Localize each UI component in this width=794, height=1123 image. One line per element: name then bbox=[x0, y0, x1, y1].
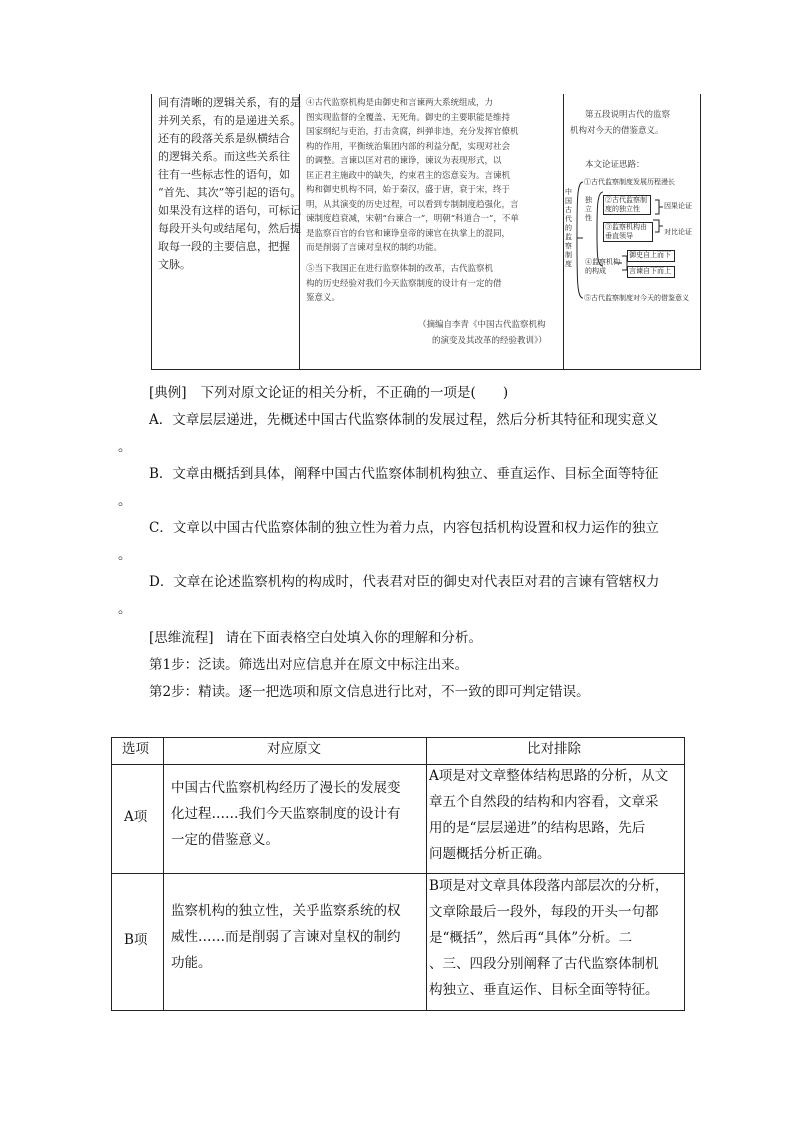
thinking-heading-row bbox=[149, 628, 482, 648]
table-row-a-option: A项 bbox=[124, 809, 148, 825]
left-line-6: 如果没有这样的语句，可标记 bbox=[158, 204, 301, 217]
table-row-b-analysis-3: 、三、四段分别阐释了古代监察体制机 bbox=[429, 956, 659, 972]
example-heading-row bbox=[149, 383, 508, 403]
table-row-b-analysis-1: 文章除最后一段外，每段的开头一句都 bbox=[429, 904, 659, 920]
mid-line-13: 鉴意义。 bbox=[306, 293, 341, 303]
option-d-line1[interactable]: D．文章在论述监察机构的构成时，代表君对臣的御史对代表臣对君的言谏有管辖权力 bbox=[149, 574, 660, 590]
table-header-option: 选项 bbox=[122, 741, 149, 757]
left-line-8: 取每一段的主要信息，把握 bbox=[158, 240, 290, 253]
thinking-step-1: 第1步：泛读。筛选出对应信息并在原文中标注出来。 bbox=[149, 657, 469, 673]
diagram-item-3-right: 对比论证 bbox=[664, 228, 692, 236]
table-row-a-source-0: 中国古代监察机构经历了漫长的发展变 bbox=[171, 780, 401, 796]
table-row-a-analysis-3: 问题概括分析正确。 bbox=[429, 846, 551, 862]
left-line-5: “首先、其次”等引起的语句。 bbox=[158, 186, 302, 199]
left-line-7: 每段开头句或结尾句，然后提 bbox=[158, 222, 301, 235]
right-note-1: 第五段说明古代的监察 bbox=[585, 110, 671, 120]
thinking-step-2: 第2步：精读。逐一把选项和原文信息进行比对，不一致的即可判定错误。 bbox=[149, 684, 590, 700]
mid-line-0: ④古代监察机构是由御史和言谏两大系统组成，力 bbox=[306, 98, 494, 108]
diagram-side-label: 独立性 bbox=[585, 196, 592, 222]
option-b-line1[interactable]: B．文章由概括到具体，阐释中国古代监察体制机构独立、垂直运作、目标全面等特征 bbox=[149, 466, 659, 482]
example-label: [典例] bbox=[149, 385, 187, 401]
thinking-intro: 请在下面表格空白处填入你的理解和分析。 bbox=[225, 630, 483, 646]
left-line-9: 文脉。 bbox=[158, 258, 191, 271]
option-c-line1[interactable]: C．文章以中国古代监察体制的独立性为着力点，内容包括机构设置和权力运作的独立 bbox=[149, 520, 659, 536]
option-b-line2: 。 bbox=[118, 493, 132, 509]
table-row-b-option: B项 bbox=[124, 932, 148, 948]
table-row-b-source-1: 威性……而是削弱了言谏对皇权的制约 bbox=[171, 929, 401, 945]
mid-line-8: 谏制度趋衰减，宋朝“台谏合一”，明朝“科道合一”，不单 bbox=[306, 214, 519, 224]
diagram-item-4: ④监察机构的构成 bbox=[585, 258, 620, 275]
table-col-divider-2 bbox=[426, 738, 427, 1010]
option-c-line2: 。 bbox=[118, 547, 132, 563]
table-row-a-analysis-1: 章五个自然段的结构和内容看，文章采 bbox=[429, 794, 659, 810]
table-row-b-source-2: 功能。 bbox=[171, 955, 212, 971]
table-row-a-analysis-2: 用的是“层层递进”的结构思路，先后 bbox=[429, 820, 646, 836]
diagram-item-4a: 御史自上而下 bbox=[629, 251, 671, 259]
option-a-line1[interactable]: A．文章层层递进，先概述中国古代监察体制的发展过程，然后分析其特征和现实意义 bbox=[149, 412, 659, 428]
mid-line-11: ⑤当下我国正在进行监察体制的改革，古代监察机 bbox=[306, 264, 494, 274]
option-d-line2: 。 bbox=[118, 601, 132, 617]
mid-line-2: 国家纲纪与吏治，打击贪腐，纠弹非违，充分发挥官僚机 bbox=[306, 127, 519, 137]
table-row-b-analysis-2: 是“概括”，然后再“具体”分析。二 bbox=[429, 930, 633, 946]
mid-line-3: 构的作用，平衡统治集团内部的利益分配，实现对社会 bbox=[306, 141, 511, 152]
table-row-a-source-2: 一定的借鉴意义。 bbox=[171, 832, 279, 848]
thinking-label: [思维流程] bbox=[149, 630, 214, 646]
diagram-item-4b: 言谏自下而上 bbox=[629, 267, 671, 275]
table-row-b-source-0: 监察机构的独立性，关乎监察系统的权 bbox=[171, 903, 401, 919]
mid-line-10: 而是削弱了言谏对皇权的制约功能。 bbox=[306, 243, 443, 253]
example-question: 下列对原文论证的相关分析，不正确的一项是( ) bbox=[200, 385, 509, 401]
citation-line-1: （摘编自李青《中国古代监察机构 bbox=[418, 320, 546, 330]
option-a-line2: 。 bbox=[118, 439, 132, 455]
diagram-item-3: ③监察机构由垂直领导 bbox=[605, 223, 647, 240]
table-row-b-analysis-4: 构独立、垂直运作、目标全面等特征。 bbox=[429, 982, 659, 998]
mid-line-7: 明，从其演变的历史过程，可以看到专制制度趋强化，言 bbox=[306, 199, 519, 210]
table-header-analysis: 比对排除 bbox=[527, 741, 581, 757]
diagram-item-2: ②古代监察制度的独立性 bbox=[605, 196, 647, 213]
mid-line-12: 构的历史经验对我们今天监察制度的设计有一定的借 bbox=[306, 278, 502, 289]
diagram-vertical-title: 中国古代的监察制度 bbox=[565, 188, 572, 268]
mid-line-1: 图实现监督的全覆盖、无死角。御史的主要职能是维持 bbox=[306, 112, 511, 123]
right-note-3: 本文论证思路： bbox=[585, 160, 645, 170]
left-line-3: 的逻辑关系。而这些关系往 bbox=[158, 150, 290, 163]
mid-line-4: 的调整。言谏以匡对君的谏诤，谏议为表现形式，以 bbox=[306, 156, 502, 166]
left-line-0: 间有清晰的逻辑关系，有的是 bbox=[158, 96, 301, 109]
table-row-a-analysis-0: A项是对文章整体结构思路的分析，从文 bbox=[429, 768, 669, 784]
mid-line-5: 匡正君主施政中的缺失，约束君主的恣意妄为。言谏机 bbox=[306, 170, 511, 181]
mid-line-9: 是监察百官的台官和谏诤皇帝的谏官在执掌上的混同， bbox=[306, 228, 511, 239]
diagram-item-1: ①古代监察制度发展历程漫长 bbox=[584, 178, 675, 186]
left-line-2: 还有的段落关系是纵横结合 bbox=[158, 132, 290, 145]
column-divider-right bbox=[563, 94, 564, 369]
diagram-item-5: ⑤古代监察制度对今天的借鉴意义 bbox=[584, 294, 689, 302]
table-row-b-analysis-0: B项是对文章具体段落内部层次的分析， bbox=[429, 878, 669, 894]
table-row-a-source-1: 化过程……我们今天监察制度的设计有 bbox=[171, 806, 401, 822]
table-header-source: 对应原文 bbox=[267, 741, 321, 757]
citation-line-2: 的演变及其改革的经验教训》） bbox=[432, 336, 547, 346]
mid-line-6: 构和御史机构不同，始于秦汉，盛于唐，衰于宋，终于 bbox=[306, 185, 511, 195]
left-line-1: 并列关系，有的是递进关系。 bbox=[158, 114, 301, 127]
left-line-4: 往有一些标志性的语句，如 bbox=[158, 168, 290, 181]
diagram-item-2-right: 因果论证 bbox=[664, 202, 692, 210]
table-col-divider-1 bbox=[163, 738, 164, 1010]
right-note-2: 机构对今天的借鉴意义。 bbox=[570, 126, 664, 136]
